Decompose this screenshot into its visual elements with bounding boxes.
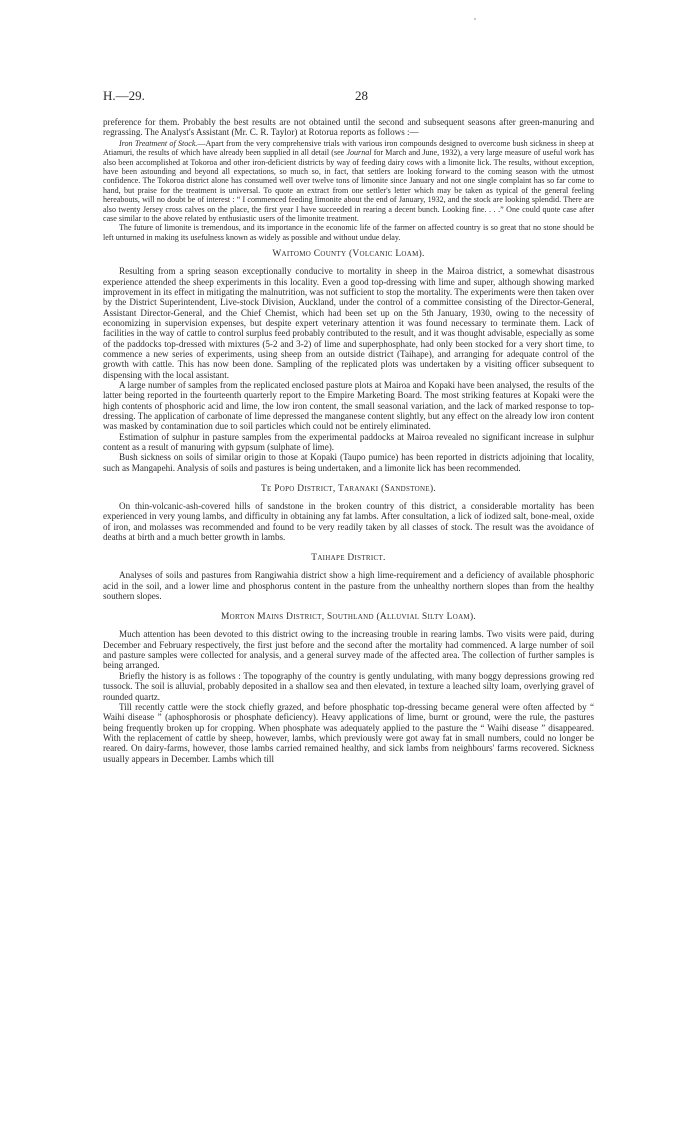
scan-speck	[474, 18, 476, 20]
paragraph-waitomo-3: Estimation of sulphur in pasture samples from the experimental paddocks at Mairoa revealed no significant increase in sulphur content as a result of manuring with gypsum (sulphate of lime).	[103, 431, 594, 452]
paragraph-waitomo-4: Bush sickness on soils of similar origin to those at Kopaki (Taupo pumice) has been reported in districts adjoining that locality, such as Mangapehi. Analysis of soils and pastures is being undertaken, and a limonite lick has been recommended.	[103, 452, 594, 473]
quoted-report-limonite-future: The future of limonite is tremendous, and its importance in the economic life of the farmer on affected country is so great that no stone should be left unturned in making its usefulness known as widely as possible and without undue delay.	[103, 223, 594, 242]
paragraph-morton-3: Till recently cattle were the stock chiefly grazed, and before phosphatic top-dressing became general were often affected by “ Waihi disease ” (aphosphorosis or phosphate deficiency). Heavy applications of lime, burnt or ground, were the rule, the pastures being frequently broken up for cropping. When phosphate was adequately applied to the pasture the “ Waihi disease ” disappeared. With the replacement of cattle by sheep, however, lambs, which previously were got away fat in small numbers, could no longer be reared. On dairy-farms, however, those lambs carried remained healthy, and sick lambs from neighbours' farms recovered. Sickness usually appears in December. Lambs which till	[103, 701, 594, 764]
section-heading-taihape: Taihape District.	[311, 553, 386, 564]
paragraph-continuation: preference for them. Probably the best results are not obtained until the second and subsequent seasons after green-manuring and regrassing. The Analyst's Assistant (Mr. C. R. Taylor) at Rotorua reports as follows :—	[103, 117, 594, 138]
quote-text-b: for March and June, 1932), a very large measure of useful work has also been accomplished at Tokoroa and other iron-deficient districts by way of feeding dairy cows with a limonite lick. The results, without exception, have been astounding and beyond all expectations, so much so, in fact, that settlers are looking forward to the coming season with the utmost confidence. The Tokoroa district alone has consumed well over twelve tons of limonite since January and not one single complaint has so far come to hand, but praise for the treatment is universal. To quote an extract from one settler's letter which may be taken as typical of the general feeling hereabouts, will no doubt be of interest : “ I commenced feeding limonite about the end of January, 1932, and the stock are looking splendid. There are also twenty Jersey cross calves on the place, the first year I have succeeded in rearing a decent bunch. Looking fine. . . .” One could quote case after case similar to the above related by enthusiastic users of the limonite treatment.	[103, 148, 594, 223]
page-number: 28	[355, 88, 368, 103]
quote-text-a: —Apart from the very comprehensive trials with various iron compounds designed to overcome bush sickness in sheep at Atiamuri, the results of which have already been supplied in all detail (see	[103, 138, 594, 158]
quoted-report-iron-treatment	[103, 139, 594, 224]
section-heading-morton-mains: Morton Mains District, Southland (Alluvial Silty Loam).	[220, 612, 477, 623]
paragraph-morton-1: Much attention has been devoted to this district owing to the increasing trouble in rearing lambs. Two visits were paid, during December and February respectively, the first just before and the second after the mortality had commenced. A large number of soil and pasture samples were collected for analysis, and a general survey made of the affected area. The collection of further samples is being arranged.	[103, 629, 594, 671]
paragraph-taihape: Analyses of soils and pastures from Rangiwahia district show a high lime-requirement and a deficiency of available phosphoric acid in the soil, and a lower lime and phosphorus content in the pasture from the unhealthy northern slopes than from the healthy southern slopes.	[103, 570, 594, 602]
paragraph-waitomo-1: Resulting from a spring season exceptionally conducive to mortality in sheep in the Mairoa district, a somewhat disastrous experience attended the sheep experiments in this locality. Even a good top-dressing with lime and super, although showing marked improvement in its effect in mitigating the malnutrition, was not sufficient to stop the mortality. The experiments were then taken over by the District Superintendent, Live-stock Division, Auckland, under the control of a committee consisting of the Director-General, Assistant Director-General, and the Chief Chemist, which had been set up on the 5th January, 1930, owing to the necessity of economizing in supervision expenses, but despite expert veterinary attention it was found necessary to terminate them. Lack of facilities in the way of cattle to control surplus feed probably contributed to the result, and it was thought advisable, especially as some of the paddocks top-dressed with mixtures (5-2 and 3-2) of lime and superphosphate, had only been stocked for a very short time, to commence a new series of experiments, using sheep from an outside district (Taihape), and arranging for adequate control of the growth with cattle. This has now been done. Sampling of the replicated plots was undertaken by a visiting officer subsequent to dispensing with the local assistant.	[103, 266, 594, 380]
document-reference: H.—29.	[103, 88, 145, 103]
quote-heading: Iron Treatment of Stock.	[119, 138, 198, 148]
paragraph-waitomo-2: A large number of samples from the replicated enclosed pasture plots at Mairoa and Kopaki have been analysed, the results of the latter being reported in the fourteenth quarterly report to the Empire Marketing Board. The most striking features at Kopaki were the high contents of phosphoric acid and lime, the low iron content, the small seasonal variation, and the lack of marked response to top-dressing. The application of carbonate of lime depressed the manganese content slightly, but any effect on the already low iron content was masked by contamination due to soil particles which could not be entirely eliminated.	[103, 379, 594, 432]
section-heading-waitomo: Waitomo County (Volcanic Loam).	[272, 249, 425, 260]
section-heading-te-popo: Te Popo District, Taranaki (Sandstone).	[260, 484, 437, 495]
page-header	[103, 88, 593, 104]
paragraph-te-popo: On thin-volcanic-ash-covered hills of sandstone in the broken country of this district, a considerable mortality has been experienced in very young lambs, and difficulty in obtaining any fat lambs. After consultation, a lick of iodized salt, bone-meal, oxide of iron, and molasses was recommended and found to be very readily taken by all classes of stock. The result was the avoidance of deaths at birth and a much better growth in lambs.	[103, 501, 594, 543]
page-body	[103, 117, 594, 764]
journal-reference: Journal	[346, 148, 372, 158]
paragraph-morton-2: Briefly the history is as follows : The topography of the country is gently undulating, with many boggy depressions growing red tussock. The soil is alluvial, probably deposited in a shallow sea and then elevated, in texture a leached silty loam, overlying gravel of rounded quartz.	[103, 670, 594, 702]
